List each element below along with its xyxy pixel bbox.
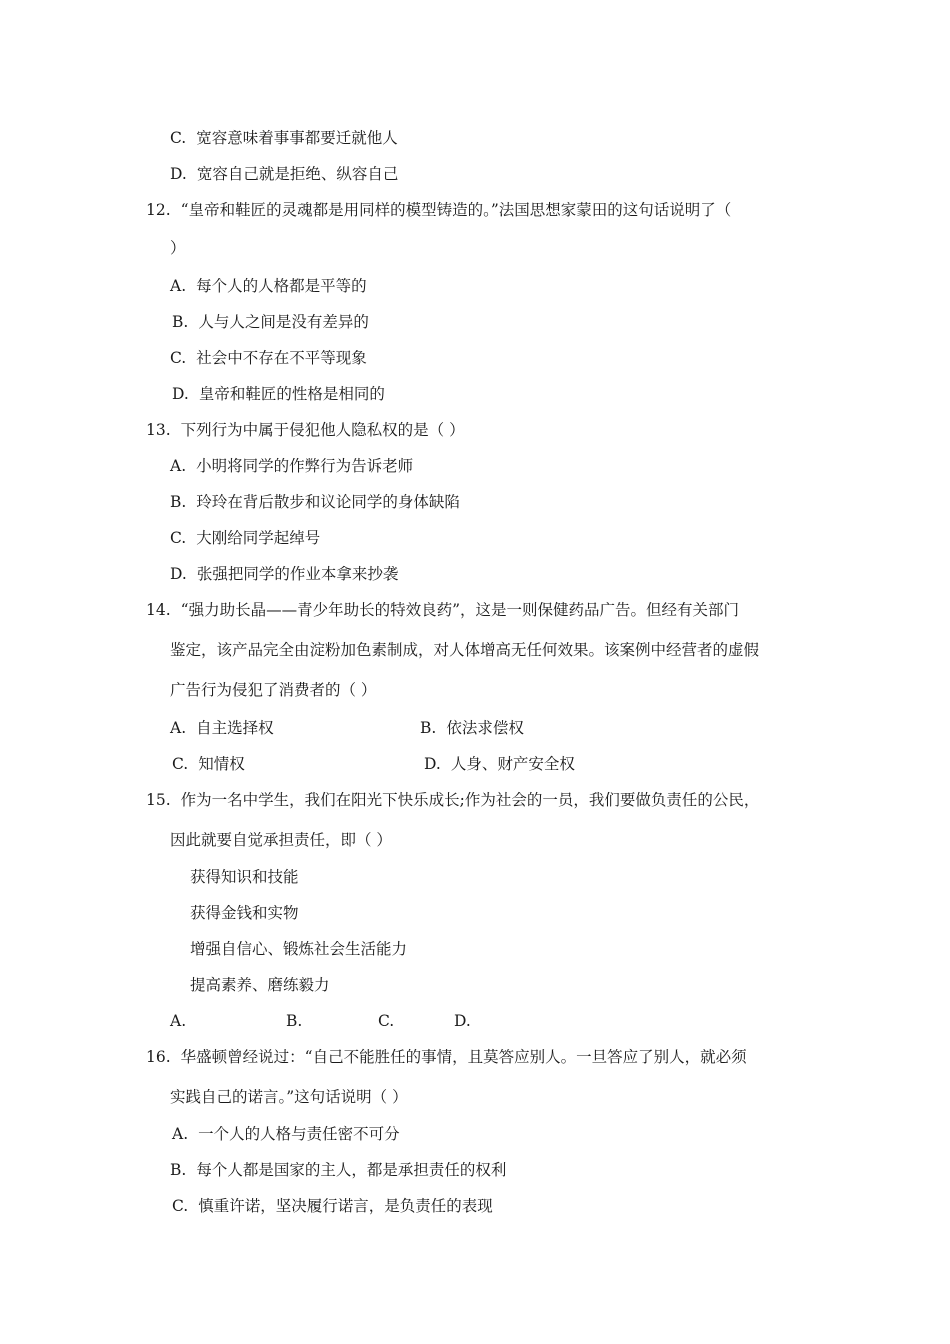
- option-16-b: B. 每个人都是国家的主人，都是承担责任的权利: [170, 1161, 507, 1179]
- option-12-c: C. 社会中不存在不平等现象: [170, 349, 367, 367]
- option-15-c: C.: [378, 1012, 395, 1030]
- option-12-a: A. 每个人的人格都是平等的: [170, 277, 367, 295]
- statement-15-1: 获得知识和技能: [190, 868, 299, 886]
- statement-15-3: 增强自信心、锻炼社会生活能力: [190, 940, 408, 958]
- question-14-cont-2: 广告行为侵犯了消费者的（ ）: [170, 681, 377, 699]
- option-14-a: A. 自主选择权: [170, 719, 274, 737]
- option-11-d: D. 宽容自己就是拒绝、纵容自己: [170, 165, 399, 183]
- option-16-c: C. 慎重许诺，坚决履行诺言，是负责任的表现: [172, 1197, 493, 1215]
- option-15-a: A.: [170, 1012, 187, 1030]
- option-13-c: C. 大刚给同学起绰号: [170, 529, 321, 547]
- question-16-cont: 实践自己的诺言。”这句话说明（ ）: [170, 1088, 408, 1106]
- question-13: 13. 下列行为中属于侵犯他人隐私权的是（ ）: [146, 421, 465, 439]
- option-15-d: D.: [454, 1012, 471, 1030]
- option-14-d: D. 人身、财产安全权: [424, 755, 575, 773]
- option-15-b: B.: [286, 1012, 303, 1030]
- question-12-cont: ）: [170, 239, 186, 257]
- question-15: 15. 作为一名中学生，我们在阳光下快乐成长;作为社会的一员，我们要做负责任的公民，: [146, 791, 760, 809]
- option-12-b: B. 人与人之间是没有差异的: [172, 313, 369, 331]
- question-16: 16. 华盛顿曾经说过：“自己不能胜任的事情，且莫答应别人。一旦答应了别人，就必须: [146, 1048, 747, 1066]
- statement-15-4: 提高素养、磨练毅力: [190, 976, 330, 994]
- question-14-cont-1: 鉴定，该产品完全由淀粉加色素制成，对人体增高无任何效果。该案例中经营者的虚假: [170, 641, 760, 659]
- option-14-c: C. 知情权: [172, 755, 245, 773]
- question-15-cont: 因此就要自觉承担责任，即（ ）: [170, 831, 392, 849]
- option-13-a: A. 小明将同学的作弊行为告诉老师: [170, 457, 414, 475]
- option-13-b: B. 玲玲在背后散步和议论同学的身体缺陷: [170, 493, 460, 511]
- question-14: 14. “强力助长晶——青少年助长的特效良药”，这是一则保健药品广告。但经有关部门: [146, 601, 740, 619]
- option-16-a: A. 一个人的人格与责任密不可分: [172, 1125, 400, 1143]
- option-14-b: B. 依法求偿权: [420, 719, 524, 737]
- statement-15-2: 获得金钱和实物: [190, 904, 299, 922]
- option-11-c: C. 宽容意味着事事都要迁就他人: [170, 129, 398, 147]
- question-12: 12. “皇帝和鞋匠的灵魂都是用同样的模型铸造的。”法国思想家蒙田的这句话说明了（: [146, 201, 732, 219]
- option-12-d: D. 皇帝和鞋匠的性格是相同的: [172, 385, 385, 403]
- option-13-d: D. 张强把同学的作业本拿来抄袭: [170, 565, 399, 583]
